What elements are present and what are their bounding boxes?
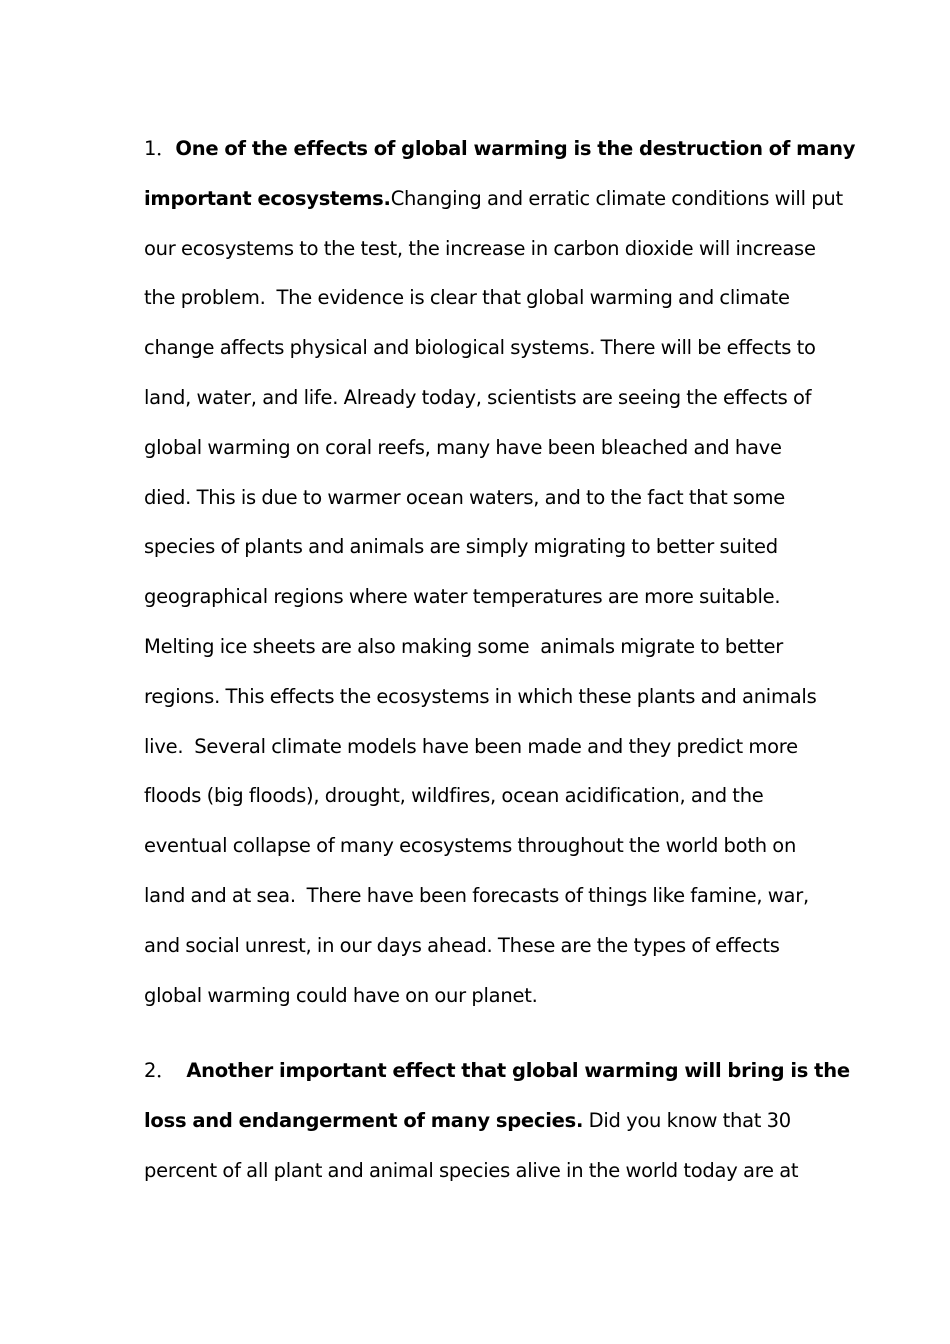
body-text: geographical regions where water temperatures are more suitable. xyxy=(144,585,781,609)
body-text: our ecosystems to the test, the increase in carbon dioxide will increase xyxy=(144,236,816,260)
body-text: Changing and erratic climate conditions will put xyxy=(390,186,843,210)
body-text: floods (big floods), drought, wildfires, ocean acidification, and the xyxy=(144,784,764,808)
text-line xyxy=(144,771,816,821)
body-text: and social unrest, in our days ahead. These are the types of effects xyxy=(144,933,780,957)
text-line xyxy=(144,971,816,1021)
body-text: global warming could have on our planet. xyxy=(144,983,538,1007)
body-text: land and at sea. There have been forecasts of things like famine, war, xyxy=(144,883,809,907)
body-text: regions. This effects the ecosystems in which these plants and animals xyxy=(144,684,817,708)
bold-heading-text: Another important effect that global warming will bring is the xyxy=(186,1059,850,1082)
bold-heading-text: One of the effects of global warming is the destruction of many xyxy=(175,137,856,160)
body-text: eventual collapse of many ecosystems throughout the world both on xyxy=(144,834,797,858)
body-text: the problem. The evidence is clear that global warming and climate xyxy=(144,286,790,310)
body-text: percent of all plant and animal species alive in the world today are at xyxy=(144,1158,799,1182)
body-text: Melting ice sheets are also making some animals migrate to better xyxy=(144,634,784,658)
body-text: land, water, and life. Already today, scientists are seeing the effects of xyxy=(144,385,812,409)
bold-heading-text: loss and endangerment of many species. xyxy=(144,1108,584,1132)
text-line xyxy=(144,722,816,772)
text-line xyxy=(144,572,816,622)
paragraph-1 xyxy=(144,124,856,1020)
body-text: change affects physical and biological systems. There will be effects to xyxy=(144,336,816,360)
bold-heading-text: important ecosystems. xyxy=(144,186,391,210)
text-line xyxy=(144,1146,816,1196)
text-line xyxy=(144,224,816,274)
text-line xyxy=(144,821,816,871)
text-line xyxy=(144,1046,850,1096)
text-line xyxy=(144,373,816,423)
text-line xyxy=(144,672,816,722)
paragraph-number: 1． xyxy=(144,137,176,160)
text-line xyxy=(144,473,816,523)
text-line xyxy=(144,1096,816,1146)
text-line xyxy=(144,273,816,323)
body-text: global warming on coral reefs, many have been bleached and have xyxy=(144,435,782,459)
body-text: died. This is due to warmer ocean waters, and to the fact that some xyxy=(144,485,786,509)
text-line xyxy=(144,871,816,921)
paragraph-number: 2． xyxy=(144,1059,187,1082)
body-text: species of plants and animals are simply migrating to better suited xyxy=(144,535,778,559)
text-line xyxy=(144,423,816,473)
text-line xyxy=(144,323,816,373)
text-line xyxy=(144,622,816,672)
text-line xyxy=(144,124,856,174)
body-text: live. Several climate models have been made and they predict more xyxy=(144,734,798,758)
text-line xyxy=(144,522,816,572)
paragraph-2 xyxy=(144,1046,850,1195)
body-text: Did you know that 30 xyxy=(583,1108,791,1132)
text-line xyxy=(144,174,843,224)
text-line xyxy=(144,921,816,971)
